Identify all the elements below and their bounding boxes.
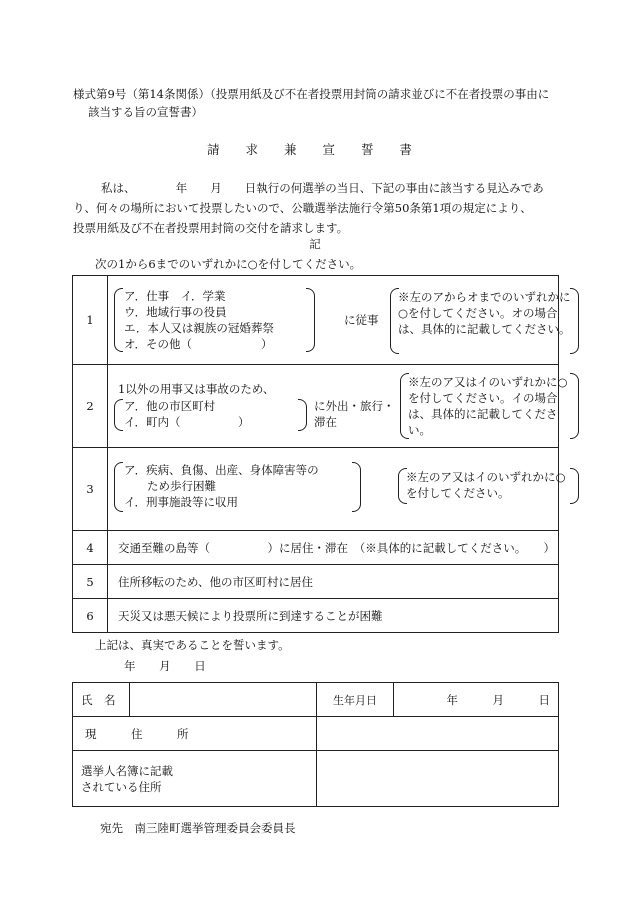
reason-5-text[interactable]: 住所移転のため、他の市区町村に居住 (108, 565, 559, 599)
row1-note: ※左のアからオまでのいずれかに○を付してください。オの場合は、具体的に記載してください。 (398, 290, 571, 336)
reason-4-text[interactable]: 交通至難の島等（ ）に居住・滞在 （※具体的に記載してください。 ） (108, 531, 559, 565)
reason-6-text[interactable]: 天災又は悪天候により投票所に到達することが困難 (108, 599, 559, 633)
row-number: 5 (73, 565, 108, 599)
row-number: 4 (73, 531, 108, 565)
registry-address-field[interactable] (317, 751, 559, 807)
name-field[interactable] (130, 683, 317, 717)
instruction-text: 次の1から6までのいずれかに○を付してください。 (95, 257, 362, 271)
option-2b[interactable]: イ．町内（ ） (124, 415, 250, 429)
birthdate-label: 生年月日 (317, 683, 394, 717)
row-number: 3 (73, 448, 108, 531)
reason-row-4 (73, 531, 559, 565)
request-paragraph (73, 178, 568, 238)
ki-heading: 記 (309, 237, 321, 251)
row-number: 1 (73, 276, 108, 365)
row-number: 6 (73, 599, 108, 633)
row3-note: ※左のア又はイのいずれかに○を付してください。 (406, 470, 566, 500)
reason-row-2 (73, 365, 559, 448)
applicant-info-table (72, 682, 559, 807)
address-field[interactable] (317, 717, 559, 751)
para-line1: 私は、 年 月 日執行の何選挙の当日、下記の事由に該当する見込みであ (101, 181, 544, 195)
para-line3: 投票用紙及び不在者投票用封筒の交付を請求します。 (73, 221, 349, 235)
reasons-table (72, 275, 571, 633)
address-label: 現 住 所 (73, 717, 317, 751)
option-3b[interactable]: イ．刑事施設等に収用 (124, 495, 238, 509)
form-header-line1: 様式第9号（第14条関係）（投票用紙及び不在者投票用封筒の請求並びに不在者投票の事由に (73, 87, 550, 101)
page-title: 請 求 兼 宣 誓 書 (207, 142, 423, 157)
destination-text: 宛先 南三陸町選挙管理委員会委員長 (100, 821, 296, 835)
row-number: 2 (73, 365, 108, 448)
row1-mid-text: に従事 (344, 313, 379, 327)
para-line2: り、何々の場所において投票したいので、公職選挙法施行令第50条第1項の規定により、 (73, 201, 532, 215)
option-1b[interactable]: ウ．地域行事の役員 (124, 305, 227, 319)
oath-text: 上記は、真実であることを誓います。 (95, 638, 290, 652)
birthdate-field[interactable]: 年 月 日 (394, 683, 559, 717)
oath-date: 年 月 日 (124, 659, 206, 673)
option-1a[interactable]: ア．仕事 イ．学業 (124, 289, 226, 303)
name-label: 氏 名 (73, 683, 130, 717)
reason-row-3 (73, 448, 559, 531)
reason-row-5 (73, 565, 559, 599)
row2-note: ※左のア又はイのいずれかに○を付してください。イの場合は、具体的に記載してください。 (408, 375, 568, 437)
reason-row-1 (73, 276, 559, 365)
row2-lead: 1以外の用事又は事故のため、 (118, 382, 275, 396)
form-header-line2: 該当する旨の宣誓書） (88, 105, 203, 119)
option-2a[interactable]: ア．他の市区町村 (124, 399, 216, 413)
option-1c[interactable]: エ．本人又は親族の冠婚葬祭 (124, 321, 274, 335)
reason-row-6 (73, 599, 559, 633)
row2-mid-2: 滞在 (314, 415, 337, 429)
row2-mid-1: に外出・旅行・ (314, 399, 395, 413)
registry-address-label: 選挙人名簿に記載 されている住所 (73, 751, 317, 807)
option-1d[interactable]: オ．その他（ ） (124, 337, 273, 351)
option-3a[interactable]: ア．疾病、負傷、出産、身体障害等の (124, 463, 319, 477)
option-3a-cont: ため歩行困難 (124, 479, 216, 493)
